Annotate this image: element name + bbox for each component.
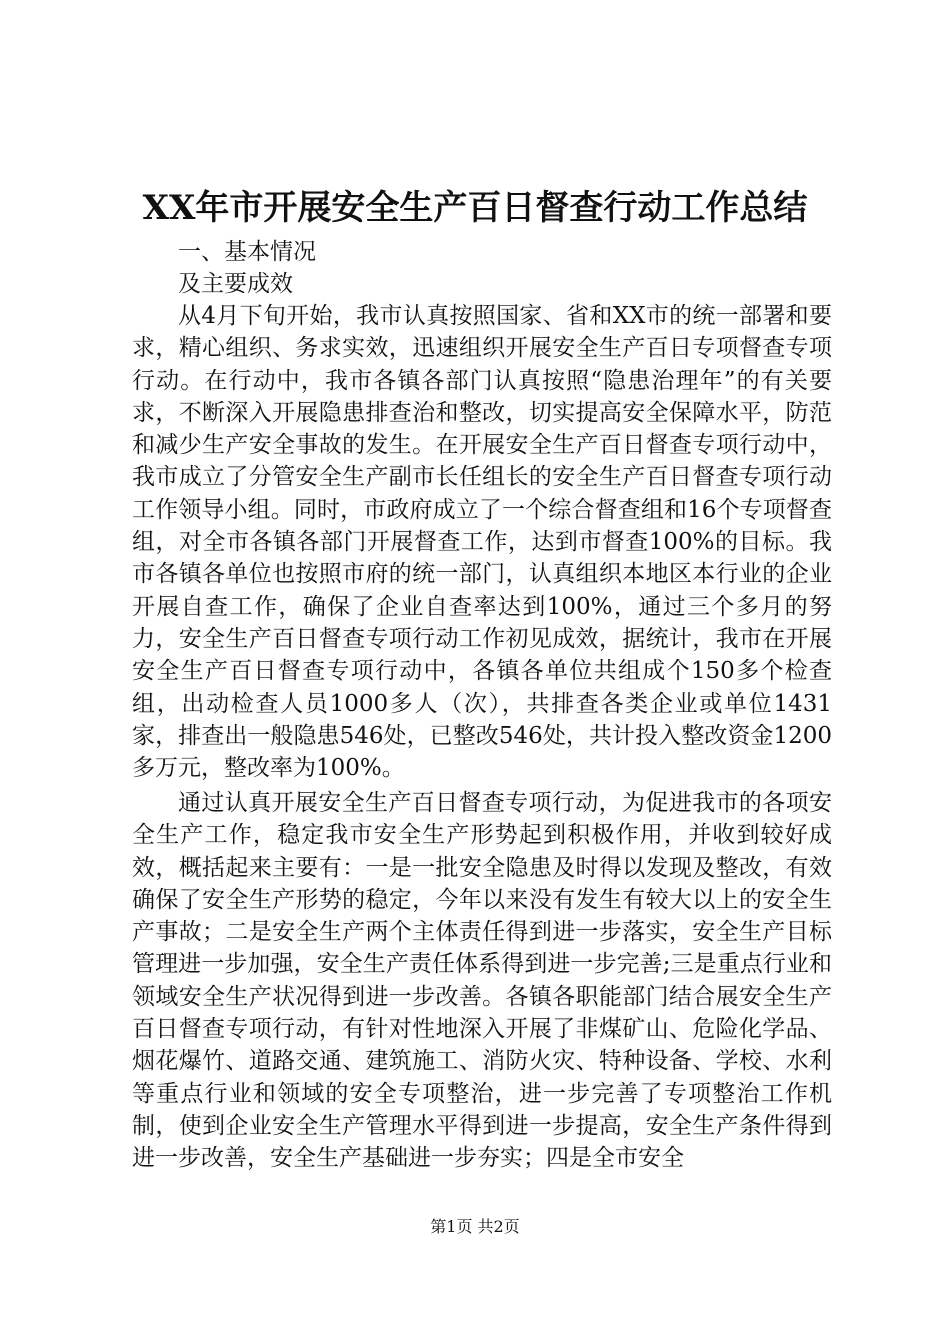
body-paragraph-2: 通过认真开展安全生产百日督查专项行动，为促进我市的各项安全生产工作，稳定我市安全生产形势起到积极作用，并收到较好成效，概括起来主要有：一是一批安全隐患及时得以发现及整改，有效确保了安全生产形势的稳定，今年以来没有发生有较大以上的安全生产事故；二是安全生产两个主体责任得到进一步落实，安全生产目标管理进一步加强，安全生产责任体系得到进一步完善;三是重点行业和领域安全生产状况得到进一步改善。各镇各职能部门结合展安全生产百日督查专项行动，有针对性地深入开展了非煤矿山、危险化学品、烟花爆竹、道路交通、建筑施工、消防火灾、特种设备、学校、水利等重点行业和领域的安全专项整治，进一步完善了专项整治工作机制，使到企业安全生产管理水平得到进一步提高，安全生产条件得到进一步改善，安全生产基础进一步夯实；四是全市安全	[132, 790, 832, 1172]
section-subheading: 及主要成效	[178, 271, 293, 297]
page-footer: 第1页 共2页	[430, 1217, 520, 1236]
document-title: XX年市开展安全生产百日督查行动工作总结	[142, 188, 808, 228]
body-paragraph-1: 从4月下旬开始，我市认真按照国家、省和XX市的统一部署和要求，精心组织、务求实效，迅速组织开展安全生产百日专项督查专项行动。在行动中，我市各镇各部门认真按照“隐患治理年”的有关要求，不断深入开展隐患排查治和整改，切实提高安全保障水平，防范和减少生产安全事故的发生。在开展安全生产百日督查专项行动中，我市成立了分管安全生产副市长任组长的安全生产百日督查专项行动工作领导小组。同时，市政府成立了一个综合督查组和16个专项督查组，对全市各镇各部门开展督查工作，达到市督查100%的目标。我市各镇各单位也按照市府的统一部门，认真组织本地区本行业的企业开展自查工作，确保了企业自查率达到100%，通过三个多月的努力，安全生产百日督查专项行动工作初见成效，据统计，我市在开展安全生产百日督查专项行动中，各镇各单位共组成个150多个检查组，出动检查人员1000多人（次），共排查各类企业或单位1431家，排查出一般隐患546处，已整改546处，共计投入整改资金1200多万元，整改率为100%。	[132, 303, 832, 782]
section-heading: 一、基本情况	[178, 239, 316, 265]
